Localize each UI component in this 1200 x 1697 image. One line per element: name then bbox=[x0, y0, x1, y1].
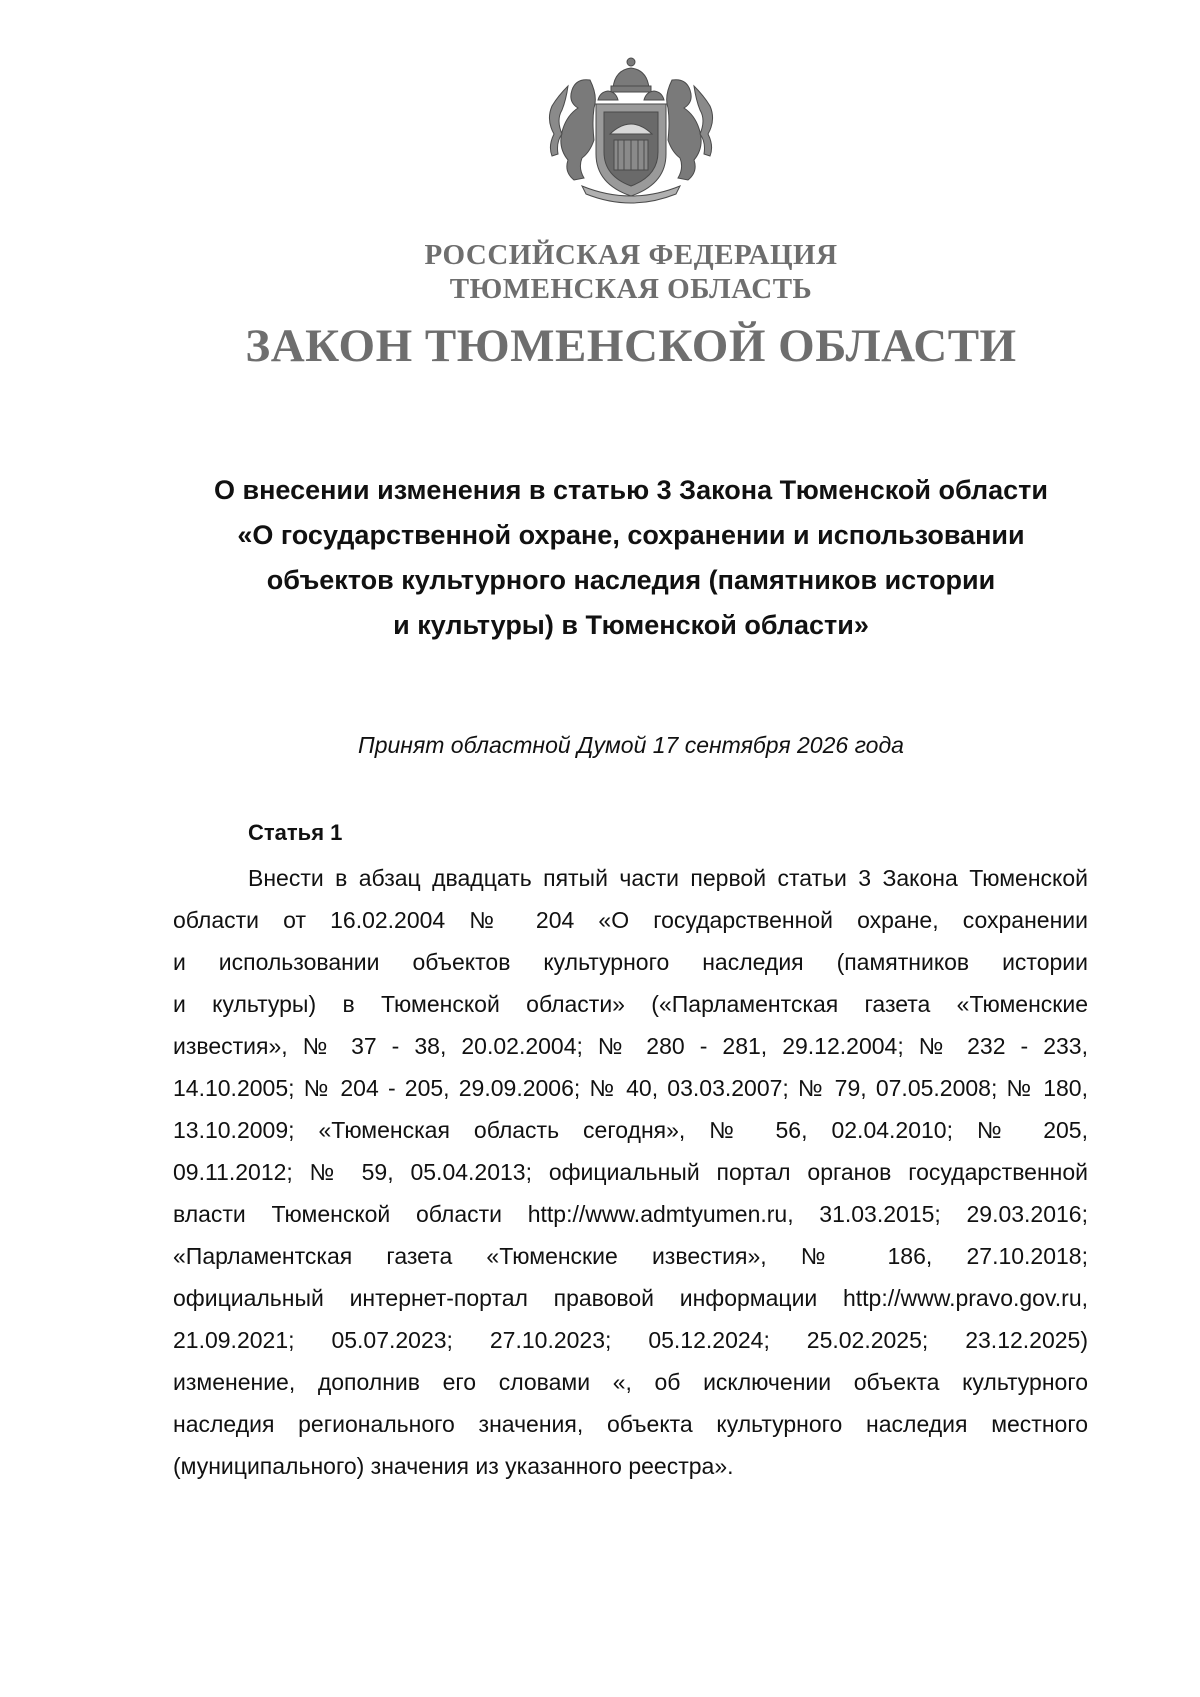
body-line: официальный интернет-портал правовой информации http://www.pravo.gov.ru, bbox=[173, 1285, 1088, 1311]
body-line: 13.10.2009; «Тюменская область сегодня», № 56, 02.04.2010; № 205, bbox=[173, 1117, 1088, 1143]
body-line: изменение, дополнив его словами «, об исключении объекта культурного bbox=[173, 1369, 1088, 1395]
body-line: 09.11.2012; № 59, 05.04.2013; официальный портал органов государственной bbox=[173, 1159, 1088, 1185]
body-line: власти Тюменской области http://www.admtyumen.ru, 31.03.2015; 29.03.2016; bbox=[173, 1201, 1088, 1227]
body-line: 14.10.2005; № 204 - 205, 29.09.2006; № 40, 03.03.2007; № 79, 07.05.2008; № 180, bbox=[173, 1075, 1088, 1101]
body-line: Внести в абзац двадцать пятый части первой статьи 3 Закона Тюменской bbox=[248, 865, 1088, 891]
title-line: О внесении изменения в статью 3 Закона Тюменской области bbox=[214, 475, 1048, 505]
title-line: «О государственной охране, сохранении и использовании bbox=[237, 520, 1025, 550]
body-line: и использовании объектов культурного наследия (памятников истории bbox=[173, 949, 1088, 975]
article-body bbox=[173, 857, 1088, 1487]
title-line: и культуры) в Тюменской области» bbox=[393, 610, 869, 640]
article-heading: Статья 1 bbox=[248, 820, 343, 845]
body-line: области от 16.02.2004 № 204 «О государственной охране, сохранении bbox=[173, 907, 1088, 933]
coat-of-arms-icon bbox=[538, 56, 724, 206]
document-type-heading: ЗАКОН ТЮМЕНСКОЙ ОБЛАСТИ bbox=[245, 320, 1017, 372]
header-region: ТЮМЕНСКАЯ ОБЛАСТЬ bbox=[449, 273, 813, 305]
body-line: «Парламентская газета «Тюменские известия», № 186, 27.10.2018; bbox=[173, 1243, 1088, 1269]
title-line: объектов культурного наследия (памятников истории bbox=[266, 565, 996, 595]
body-line: 21.09.2021; 05.07.2023; 27.10.2023; 05.12.2024; 25.02.2025; 23.12.2025) bbox=[173, 1327, 1088, 1353]
body-line: и культуры) в Тюменской области» («Парламентская газета «Тюменские bbox=[173, 991, 1088, 1017]
law-title bbox=[170, 468, 1092, 648]
body-line: наследия регионального значения, объекта культурного наследия местного bbox=[173, 1411, 1088, 1437]
body-line: известия», № 37 - 38, 20.02.2004; № 280 - 281, 29.12.2004; № 232 - 233, bbox=[173, 1033, 1088, 1059]
header-country: РОССИЙСКАЯ ФЕДЕРАЦИЯ bbox=[424, 239, 838, 271]
adoption-note: Принят областной Думой 17 сентября 2026 года bbox=[358, 732, 904, 758]
body-line: (муниципального) значения из указанного реестра». bbox=[173, 1453, 734, 1479]
